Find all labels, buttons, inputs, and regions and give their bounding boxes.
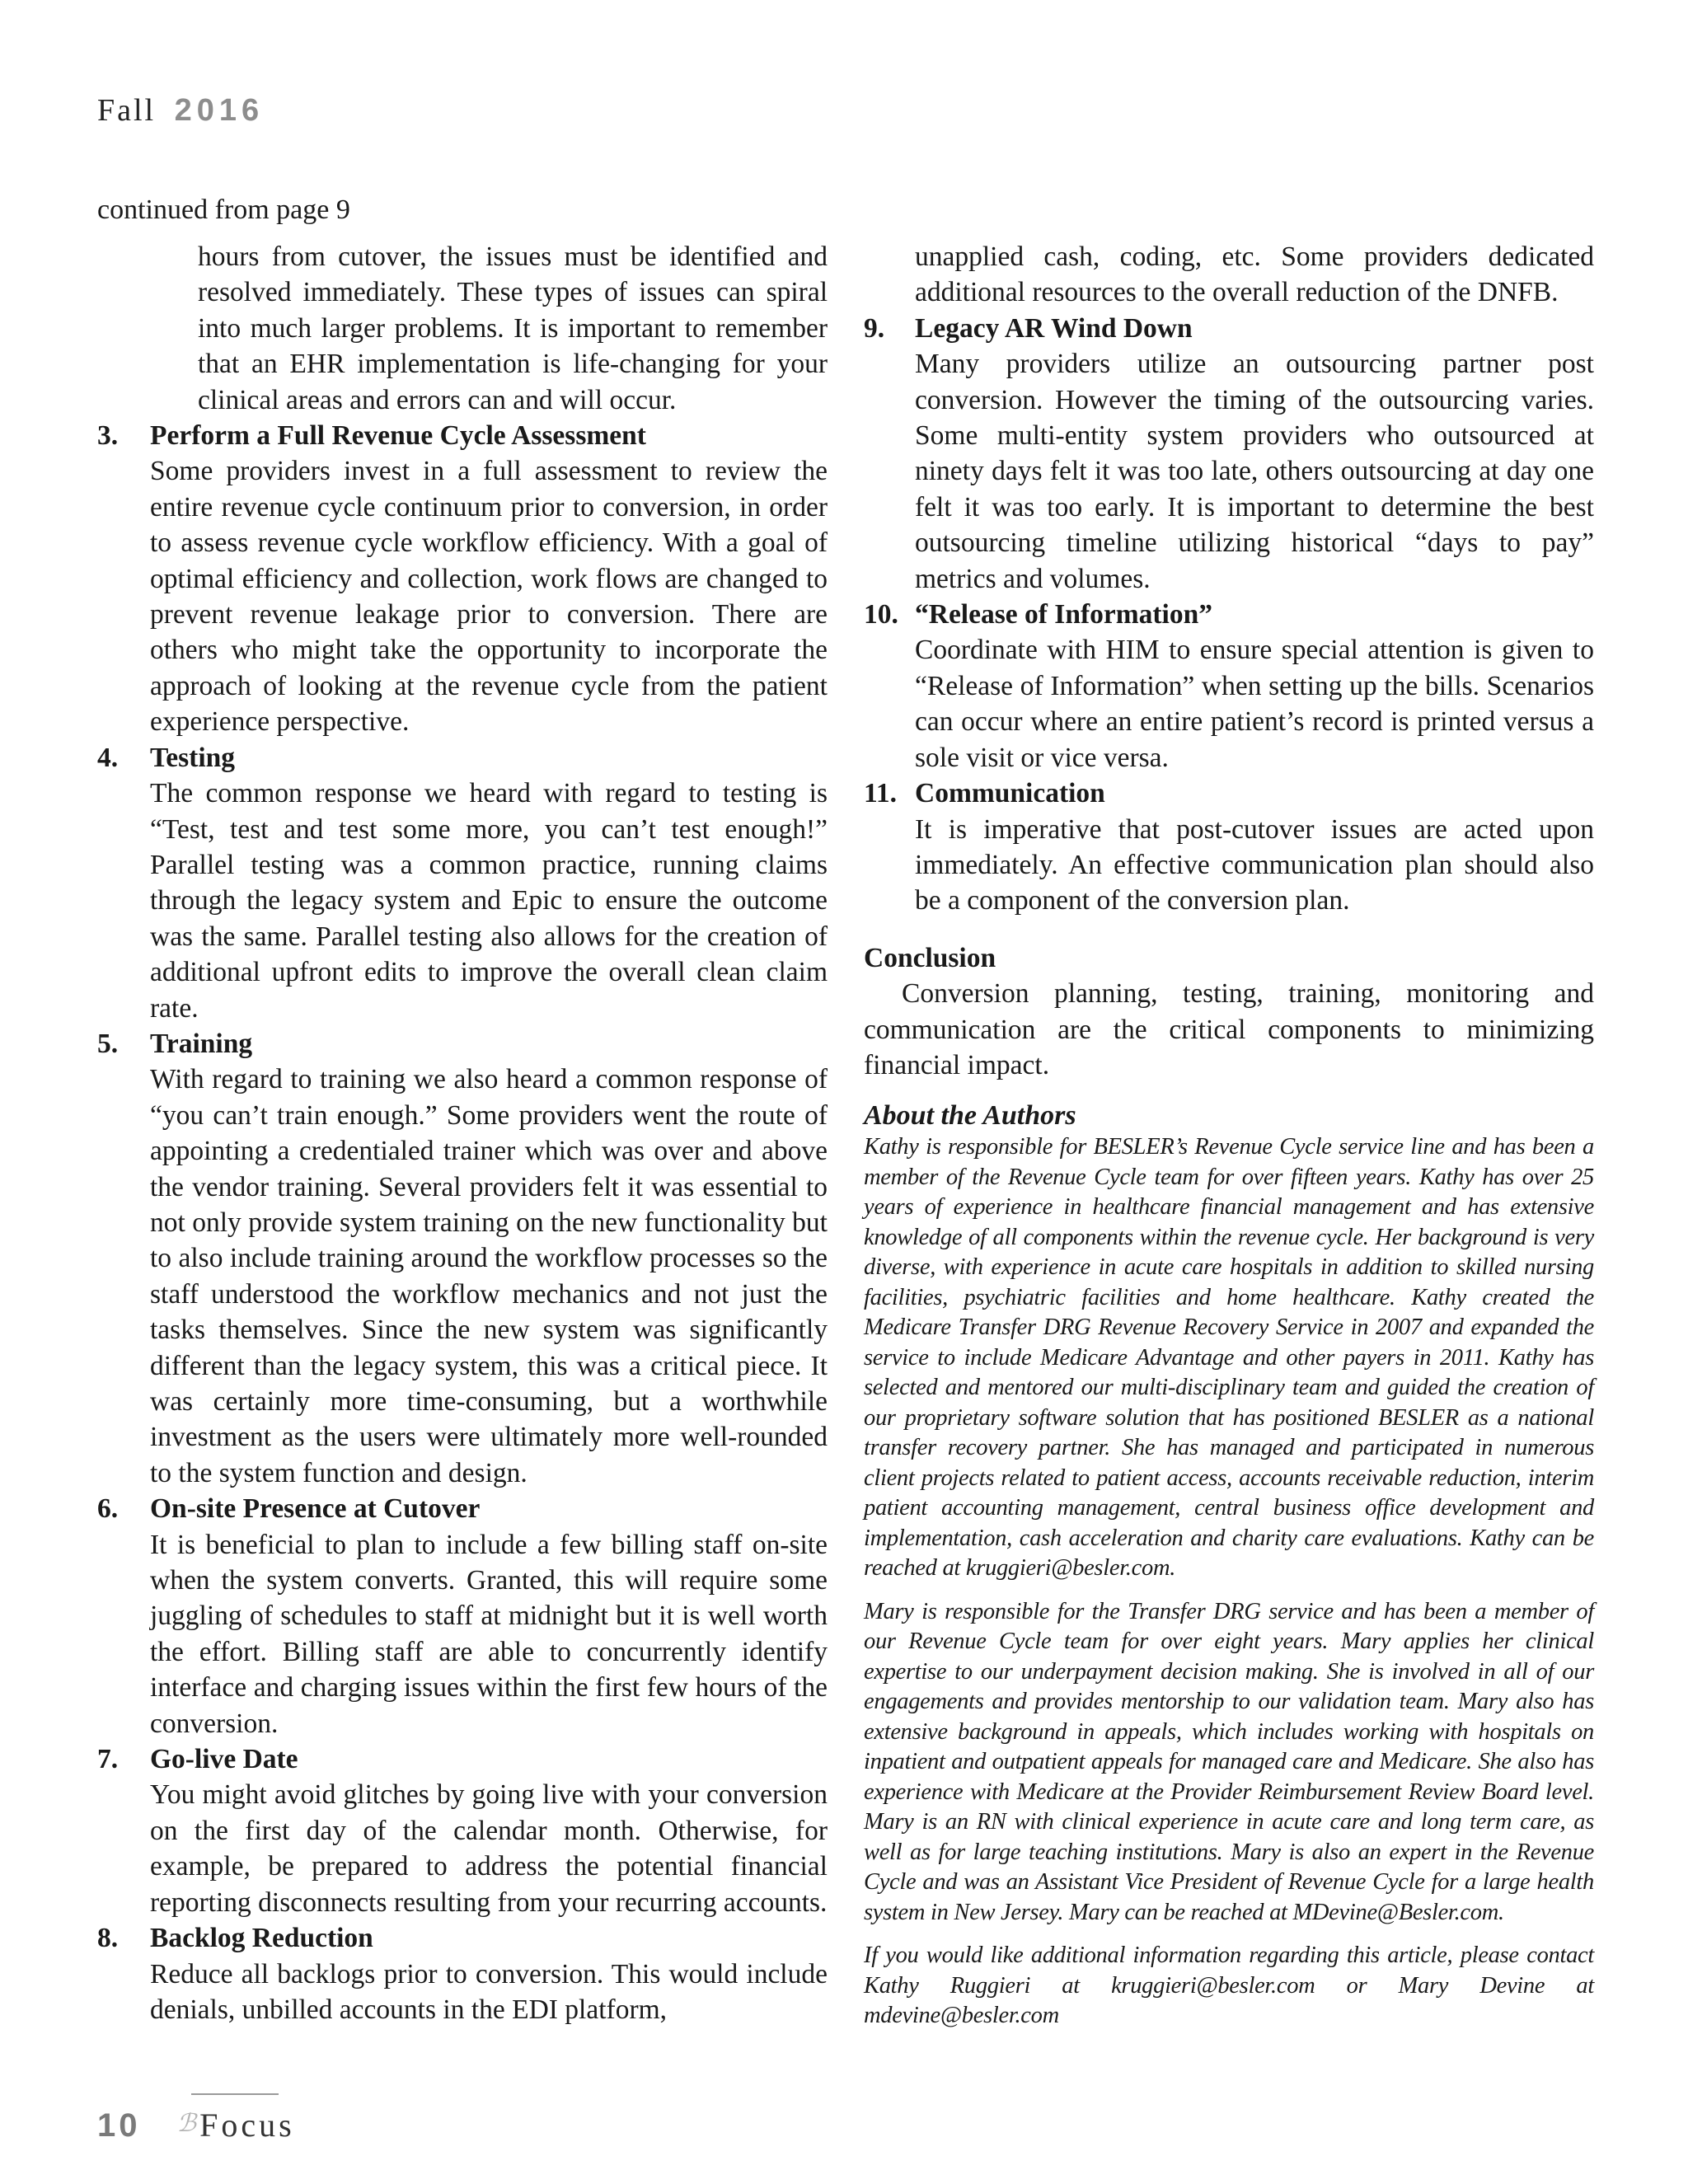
item-title: Perform a Full Revenue Cycle Assessment xyxy=(150,420,646,452)
item-title: Testing xyxy=(150,742,236,773)
item-number: 5. xyxy=(97,1028,119,1059)
issue-season: Fall xyxy=(97,93,157,128)
item-title: Training xyxy=(150,1028,253,1059)
list-item xyxy=(97,1026,828,1491)
issue-year: 2016 xyxy=(174,93,265,128)
magazine-brand: Focus xyxy=(199,2107,295,2144)
besler-b-mark-icon: ℬ xyxy=(176,2110,200,2137)
continued-from-label: continued from page 9 xyxy=(97,194,350,225)
left-column xyxy=(97,239,828,2027)
right-continuation-paragraph: unapplied cash, coding, etc. Some providers dedicated additional resources to the overall reduction of the DNFB. xyxy=(915,241,1594,308)
item-title: On-site Presence at Cutover xyxy=(150,1493,481,1525)
item-title: Backlog Reduction xyxy=(150,1923,373,1954)
author-bio-kathy: Kathy is responsible for BESLER’s Revenue Cycle service line and has been a member of the Revenue Cycle team for over fifteen years. Kathy has over 25 years of experience in healthcare financial management and has extensive knowledge of all components within the revenue cycle. Her background is very diverse, with experience in acute care hospitals in addition to skilled nursing facilities, psychiatric facilities and home healthcare. Kathy created the Medicare Transfer DRG Revenue Recovery Service in 2007 and expanded the service to include Medicare Advantage and other payers in 2011. Kathy has selected and mentored our multi-disciplinary team and guided the creation of our proprietary software solution that has positioned BESLER as a national transfer recovery partner. She has managed and participated in numerous client projects related to patient access, accounts receivable reduction, interim patient accounting management, central business office development and implementation, cash acceleration and charity care evaluations. Kathy can be reached at kruggieri@besler.com. xyxy=(864,1134,1594,1582)
conclusion-heading: Conclusion xyxy=(864,942,996,973)
right-numbered-list xyxy=(864,311,1594,919)
item-body: With regard to training we also heard a common response of “you can’t train enough.” Some providers went the route of appointing a credentialed trainer which was over and above the vendor training. Several providers felt it was essential to not only provide system training on the new functionality but to also include training around the workflow processes so the staff understood the workflow mechanics and not just the tasks themselves. Since the new system was significantly different than the legacy system, this was a critical piece. It was certainly more time-consuming, but a worthwhile investment as the users were ultimately more well-rounded to the system function and design. xyxy=(150,1064,828,1488)
item-number: 7. xyxy=(97,1744,119,1775)
item-title: “Release of Information” xyxy=(915,599,1212,630)
item-body: Some providers invest in a full assessment to review the entire revenue cycle continuum prior to conversion, in order to assess revenue cycle workflow efficiency. With a goal of optimal efficiency and collection, work flows are changed to prevent revenue leakage prior to conversion. There are others who might take the opportunity to incorporate the approach of looking at the revenue cycle from the patient experience perspective. xyxy=(150,456,828,738)
item-number: 6. xyxy=(97,1493,119,1525)
item-title: Go-live Date xyxy=(150,1744,298,1775)
page-footer xyxy=(97,2106,295,2144)
item-body: Many providers utilize an outsourcing partner post conversion. However the timing of the outsourcing varies. Some multi-entity system providers who outsourced at ninety days felt it was too late, others outsourcing at day one felt it was too early. It is important to determine the best outsourcing timeline utilizing historical “days to pay” metrics and volumes. xyxy=(915,349,1594,594)
item-title: Communication xyxy=(915,778,1105,809)
item-number: 8. xyxy=(97,1923,119,1954)
list-item xyxy=(864,597,1594,776)
left-continuation-paragraph: hours from cutover, the issues must be identified and resolved immediately. These types of issues can spiral into much larger problems. It is important to remember that an EHR implementation is life-changing for your clinical areas and errors can and will occur. xyxy=(198,241,828,415)
list-item xyxy=(97,1491,828,1741)
about-authors-section xyxy=(864,1099,1594,2032)
list-item xyxy=(864,311,1594,597)
footer-rule xyxy=(191,2093,279,2095)
item-number: 9. xyxy=(864,312,885,344)
left-numbered-list xyxy=(97,418,828,2027)
list-item xyxy=(864,776,1594,919)
item-number: 4. xyxy=(97,742,119,773)
about-authors-heading: About the Authors xyxy=(864,1100,1076,1132)
item-body: Reduce all backlogs prior to conversion. This would include denials, unbilled accounts in the EDI platform, xyxy=(150,1958,828,2025)
list-item xyxy=(97,740,828,1026)
list-item xyxy=(97,1920,828,2027)
item-number: 10. xyxy=(864,599,898,630)
item-body: You might avoid glitches by going live with your conversion on the first day of the calendar month. Otherwise, for example, be prepared to address the potential financial reporting disconnects resulting from your recurring accounts. xyxy=(150,1779,828,1918)
list-item xyxy=(97,1741,828,1920)
issue-header xyxy=(97,92,264,129)
item-title: Legacy AR Wind Down xyxy=(915,312,1193,344)
conclusion-body: Conversion planning, testing, training, monitoring and communication are the critical components to minimizing financial impact. xyxy=(864,978,1594,1080)
list-item xyxy=(97,418,828,740)
item-body: It is beneficial to plan to include a few billing staff on-site when the system converts. Granted, this will require some juggling of schedules to staff at midnight but it is well worth the effort. Billing staff are able to concurrently identify interface and charging issues within the first few hours of the conversion. xyxy=(150,1529,828,1739)
item-number: 11. xyxy=(864,778,898,809)
author-bio-mary: Mary is responsible for the Transfer DRG service and has been a member of our Revenue Cycle team for over eight years. Mary applies her clinical expertise to our underpayment decision making. She is involved in all of our engagements and provides mentorship to our validation team. Mary also has extensive background in appeals, which includes working with hospitals on inpatient and outpatient appeals for managed care and Medicare. She also has experience with Medicare at the Provider Reimbursement Review Board level. Mary is an RN with clinical experience in acute care and long term care, as well as for large teaching institutions. Mary is also an expert in the Revenue Cycle and was an Assistant Vice President of Revenue Cycle for a large health system in New Jersey. Mary can be reached at MDevine@Besler.com. xyxy=(864,1598,1594,1925)
item-number: 3. xyxy=(97,420,119,452)
page-number: 10 xyxy=(97,2107,141,2144)
conclusion-section xyxy=(864,940,1594,1084)
item-body: It is imperative that post-cutover issues are acted upon immediately. An effective communication plan should also be a component of the conversion plan. xyxy=(915,813,1594,916)
item-body: Coordinate with HIM to ensure special attention is given to “Release of Information” when setting up the bills. Scenarios can occur where an entire patient’s record is printed versus a sole visit or vice versa. xyxy=(915,635,1594,773)
right-column xyxy=(864,239,1594,2045)
contact-note: If you would like additional information regarding this article, please contact Kathy Ruggieri at kruggieri@besler.com or Mary Devine at mdevine@besler.com xyxy=(864,1943,1594,2029)
item-body: The common response we heard with regard to testing is “Test, test and test some more, you can’t test enough!” Parallel testing was a common practice, running claims through the legacy system and Epic to ensure the outcome was the same. Parallel testing also allows for the creation of additional upfront edits to improve the overall clean claim rate. xyxy=(150,778,828,1024)
